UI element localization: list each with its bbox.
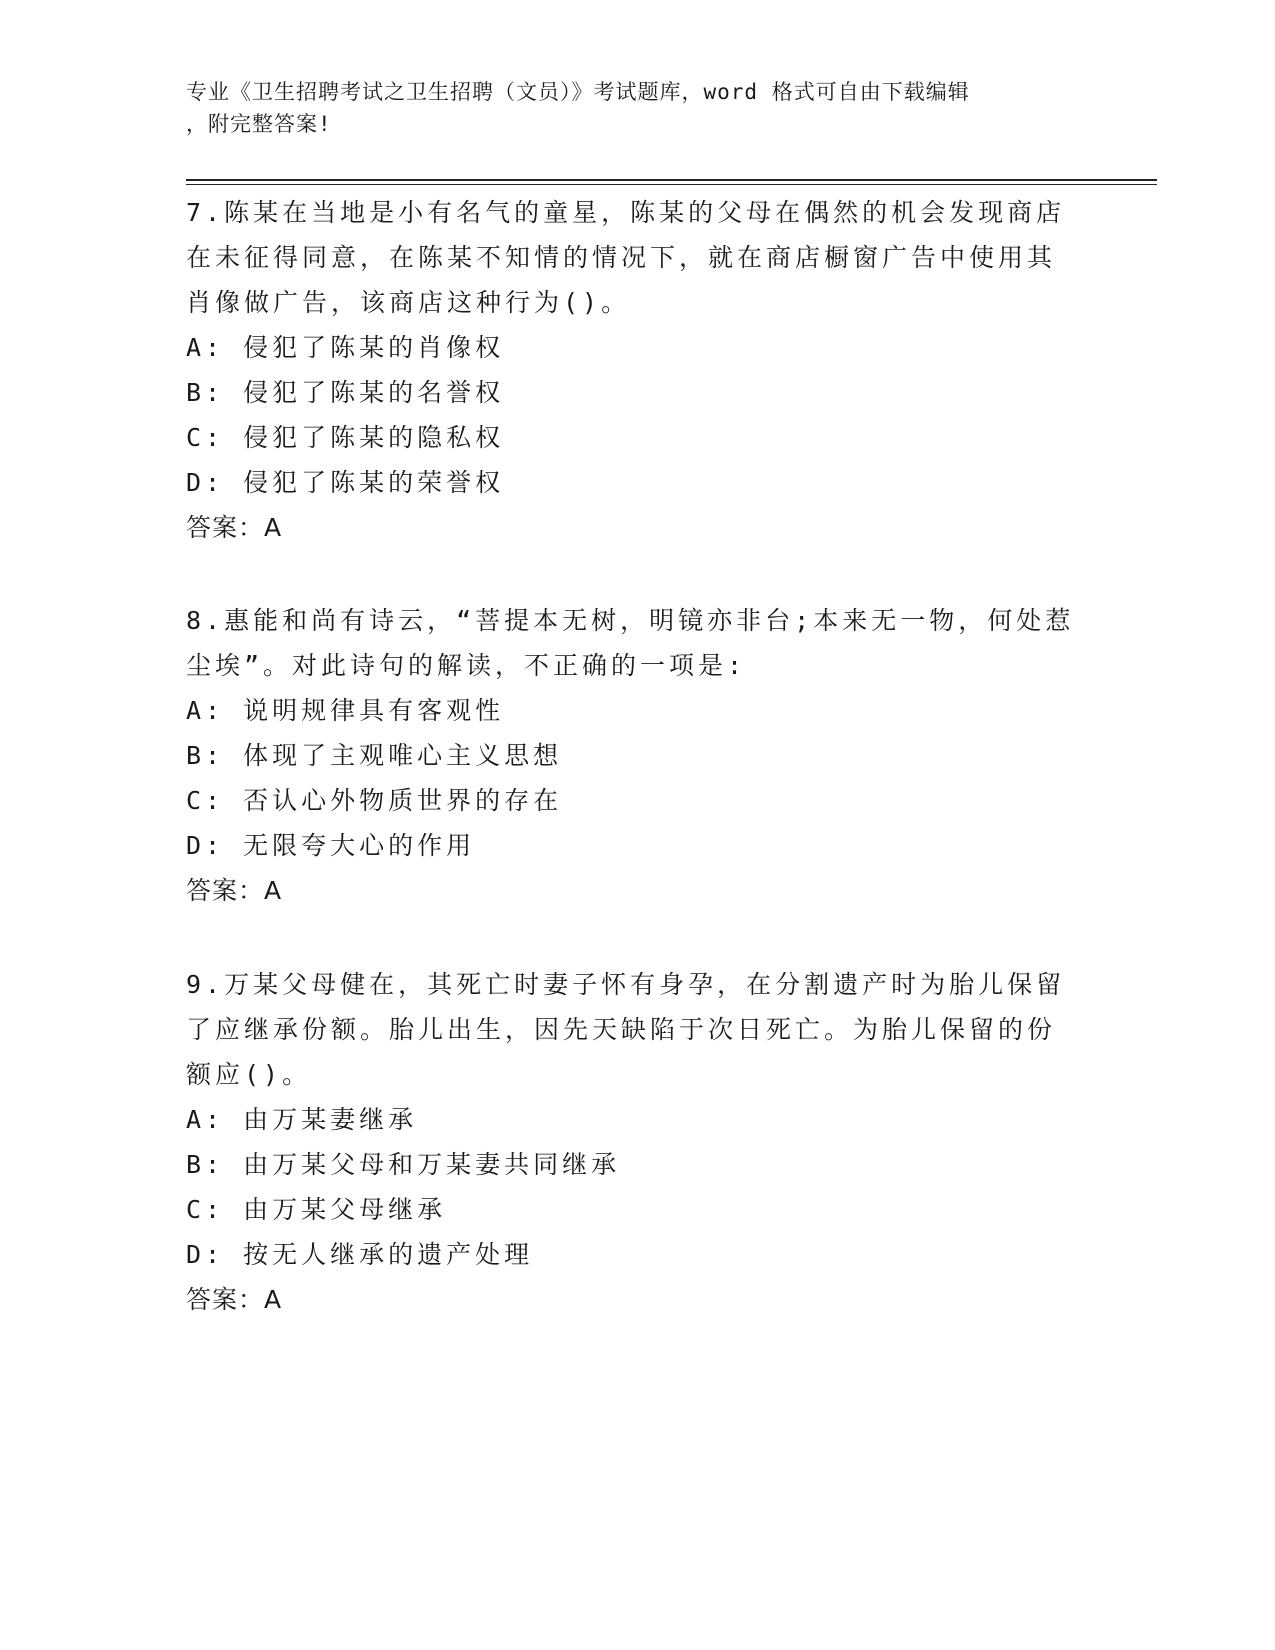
header-divider-thin xyxy=(186,184,1157,185)
option-c: C: 侵犯了陈某的隐私权 xyxy=(186,423,505,452)
answer-line: 答案：A xyxy=(186,513,283,542)
header-line-1: 专业《卫生招聘考试之卫生招聘（文员）》考试题库，word 格式可自由下载编辑 xyxy=(186,80,970,104)
question-stem-line: 8.惠能和尚有诗云，“菩提本无树，明镜亦非台;本来无一物，何处惹 xyxy=(186,606,1075,635)
option-b: B: 由万某父母和万某妻共同继承 xyxy=(186,1150,621,1179)
header-divider-thick xyxy=(186,179,1157,181)
option-c: C: 否认心外物质世界的存在 xyxy=(186,786,563,815)
answer-line: 答案：A xyxy=(186,876,283,905)
question-9 xyxy=(186,962,1086,1322)
option-a: A: 说明规律具有客观性 xyxy=(186,696,505,725)
question-8 xyxy=(186,598,1086,913)
question-stem-line: 尘埃”。对此诗句的解读，不正确的一项是: xyxy=(186,651,747,680)
question-stem-line: 9.万某父母健在，其死亡时妻子怀有身孕，在分割遗产时为胎儿保留 xyxy=(186,970,1066,999)
option-a: A: 由万某妻继承 xyxy=(186,1105,418,1134)
option-c: C: 由万某父母继承 xyxy=(186,1195,447,1224)
question-stem-line: 额应()。 xyxy=(186,1060,312,1089)
option-a: A: 侵犯了陈某的肖像权 xyxy=(186,333,505,362)
option-b: B: 体现了主观唯心主义思想 xyxy=(186,741,563,770)
document-header xyxy=(186,76,1066,140)
question-stem-line: 了应继承份额。胎儿出生，因先天缺陷于次日死亡。为胎儿保留的份 xyxy=(186,1015,1057,1044)
header-line-2: ，附完整答案! xyxy=(186,112,332,136)
question-stem-line: 7.陈某在当地是小有名气的童星，陈某的父母在偶然的机会发现商店 xyxy=(186,198,1066,227)
question-stem-line: 在未征得同意，在陈某不知情的情况下，就在商店橱窗广告中使用其 xyxy=(186,243,1057,272)
option-d: D: 无限夸大心的作用 xyxy=(186,831,476,860)
option-d: D: 按无人继承的遗产处理 xyxy=(186,1240,534,1269)
answer-line: 答案：A xyxy=(186,1285,283,1314)
option-b: B: 侵犯了陈某的名誉权 xyxy=(186,378,505,407)
option-d: D: 侵犯了陈某的荣誉权 xyxy=(186,468,505,497)
question-stem-line: 肖像做广告，该商店这种行为()。 xyxy=(186,288,631,317)
question-7 xyxy=(186,190,1086,550)
